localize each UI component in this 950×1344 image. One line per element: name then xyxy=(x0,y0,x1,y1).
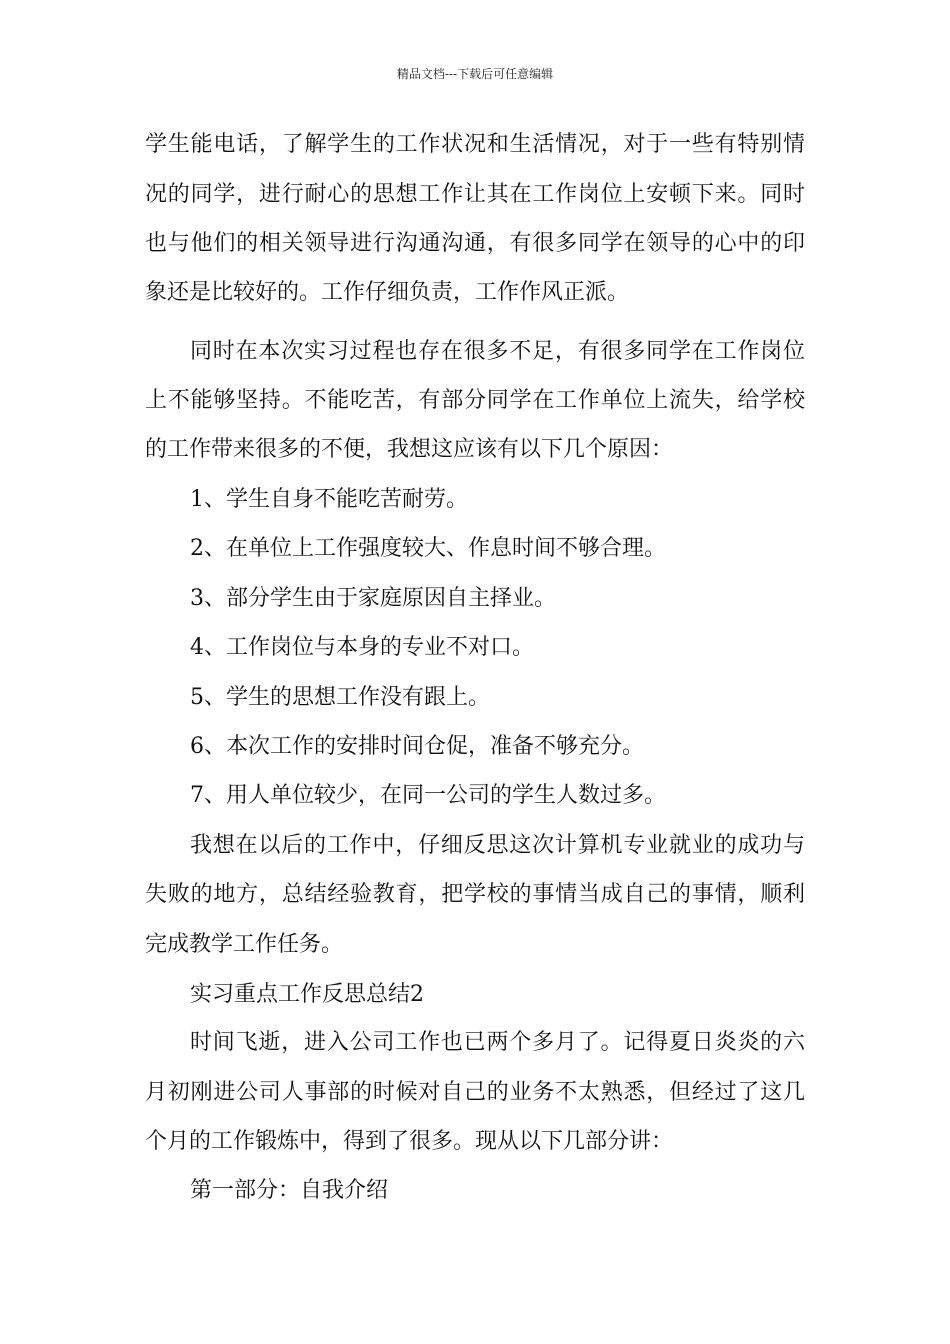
text-line: 个月的工作锻炼中，得到了很多。现从以下几部分讲： xyxy=(145,1129,674,1154)
list-item: 5、学生的思想工作没有跟上。 xyxy=(190,685,490,710)
list-item: 2、在单位上工作强度较大、作息时间不够合理。 xyxy=(190,536,666,561)
text-line: 完成教学工作任务。 xyxy=(145,932,344,957)
text-line: 上不能够坚持。不能吃苦，有部分同学在工作单位上流失，给学校 xyxy=(145,388,805,413)
section-heading: 实习重点工作反思总结2 xyxy=(190,982,424,1007)
page-header: 精品文档---下载后可任意编辑 xyxy=(396,67,554,81)
subsection-heading: 第一部分：自我介绍 xyxy=(190,1178,389,1203)
text-line: 的工作带来很多的不便，我想这应该有以下几个原因： xyxy=(145,437,674,462)
text-line: 我想在以后的工作中，仔细反思这次计算机专业就业的成功与 xyxy=(190,833,805,858)
text-line: 时间飞逝，进入公司工作也已两个多月了。记得夏日炎炎的六 xyxy=(190,1030,805,1055)
text-line: 况的同学，进行耐心的思想工作让其在工作岗位上安顿下来。同时 xyxy=(145,182,805,207)
text-line: 同时在本次实习过程也存在很多不足，有很多同学在工作岗位 xyxy=(190,339,805,364)
text-line: 象还是比较好的。工作仔细负责，工作作风正派。 xyxy=(145,280,630,305)
text-line: 也与他们的相关领导进行沟通沟通，有很多同学在领导的心中的印 xyxy=(145,231,805,256)
list-item: 4、工作岗位与本身的专业不对口。 xyxy=(190,635,534,660)
list-item: 1、学生自身不能吃苦耐劳。 xyxy=(190,487,468,512)
text-line: 月初刚进公司人事部的时候对自己的业务不太熟悉，但经过了这几 xyxy=(145,1080,805,1105)
list-item: 6、本次工作的安排时间仓促，准备不够充分。 xyxy=(190,734,644,759)
list-item: 7、用人单位较少，在同一公司的学生人数过多。 xyxy=(190,783,666,808)
list-item: 3、部分学生由于家庭原因自主择业。 xyxy=(190,586,556,611)
text-line: 学生能电话，了解学生的工作状况和生活情况，对于一些有特别情 xyxy=(145,132,805,157)
text-line: 失败的地方，总结经验教育，把学校的事情当成自己的事情，顺利 xyxy=(145,882,805,907)
